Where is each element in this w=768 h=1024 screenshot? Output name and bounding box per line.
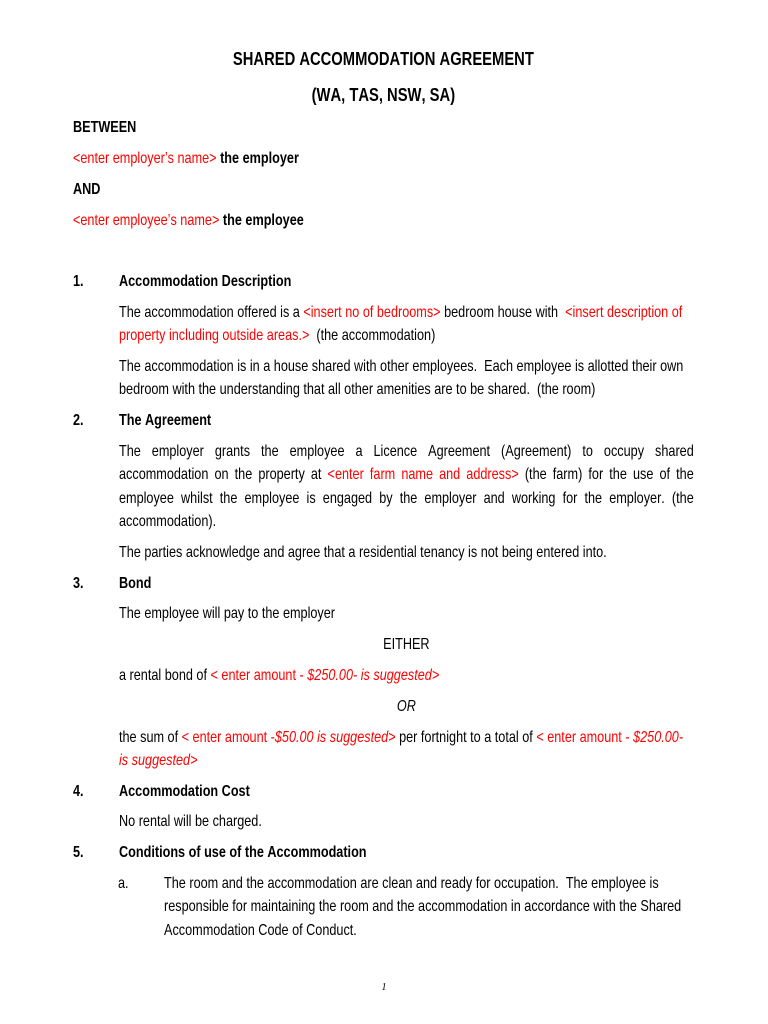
section-number: 3. bbox=[73, 574, 84, 592]
and-label: AND bbox=[73, 180, 101, 198]
section-title: Bond bbox=[118, 574, 152, 592]
paragraph-line: bedroom with the understanding that all other amenities are to be shared. (the room) bbox=[118, 381, 596, 399]
bond-amount-placeholder: < enter amount - bbox=[210, 666, 308, 684]
paragraph-line: responsible for maintaining the room and the accommodation in accordance with the Shared bbox=[164, 898, 682, 916]
section-title: Accommodation Cost bbox=[118, 782, 250, 800]
text-segment: the sum of bbox=[118, 728, 182, 746]
paragraph-line: The employer grants the employee a Licence Agreement (Agreement) to occupy shared bbox=[118, 443, 694, 461]
tenancy-acknowledgement: The parties acknowledge and agree that a residential tenancy is not being entered into. bbox=[118, 543, 607, 561]
fortnightly-sum-option bbox=[73, 726, 694, 773]
section-number: 2. bbox=[73, 412, 84, 430]
paragraph-line: The room and the accommodation are clean and ready for occupation. The employee is bbox=[164, 875, 659, 893]
paragraph-line bbox=[119, 301, 694, 324]
property-description-placeholder: property including outside areas.> bbox=[118, 327, 310, 345]
bond-amount-suggestion: $250.00- is suggested> bbox=[307, 666, 440, 684]
employer-name-placeholder: <enter employer’s name> bbox=[73, 150, 217, 168]
bedrooms-placeholder: <insert no of bedrooms> bbox=[303, 304, 441, 322]
shared-house-paragraph bbox=[73, 355, 694, 402]
section-2-heading bbox=[73, 409, 694, 432]
section-4-heading bbox=[73, 780, 694, 803]
employer-label: the employer bbox=[220, 150, 299, 168]
condition-item-a bbox=[73, 872, 694, 942]
paragraph-line bbox=[119, 726, 694, 749]
text-segment: The accommodation offered is a bbox=[118, 304, 304, 322]
blank-paragraph bbox=[73, 240, 694, 263]
paragraph-line: The accommodation is in a house shared with other employees. Each employee is allotted their own bbox=[118, 358, 684, 376]
employee-line bbox=[73, 209, 694, 232]
employee-name-placeholder: <enter employee’s name> bbox=[73, 211, 220, 229]
page-number: 1 bbox=[381, 982, 387, 993]
paragraph-line: employee whilst the employee is engaged by the employer and working for the employer. (the bbox=[118, 489, 694, 507]
paragraph-line bbox=[119, 463, 694, 486]
either-label: EITHER bbox=[383, 636, 430, 654]
section-title: The Agreement bbox=[118, 412, 212, 430]
or-label: OR bbox=[396, 697, 416, 715]
paragraph-line bbox=[119, 324, 694, 347]
document-subtitle: (WA, TAS, NSW, SA) bbox=[311, 85, 456, 106]
section-title: Conditions of use of the Accommodation bbox=[118, 844, 367, 862]
section-title: Accommodation Description bbox=[118, 273, 292, 291]
bond-intro: The employee will pay to the employer bbox=[118, 605, 336, 623]
section-5-heading bbox=[73, 841, 694, 864]
rental-cost-text: No rental will be charged. bbox=[118, 813, 262, 831]
total-amount-suggestion: is suggested> bbox=[118, 751, 198, 769]
text-segment: bedroom house with bbox=[440, 304, 566, 322]
paragraph-line: Accommodation Code of Conduct. bbox=[164, 921, 357, 939]
document-title: SHARED ACCOMMODATION AGREEMENT bbox=[232, 49, 534, 70]
section-number: 4. bbox=[73, 782, 84, 800]
section-number: 1. bbox=[73, 273, 84, 291]
section-3-heading bbox=[73, 572, 694, 595]
text-segment: accommodation on the property at bbox=[118, 466, 328, 484]
text-segment: per fortnight to a total of bbox=[395, 728, 537, 746]
licence-agreement-paragraph bbox=[73, 440, 694, 533]
fortnight-amount-suggestion: $50.00 is suggested> bbox=[274, 728, 396, 746]
property-description-placeholder: <insert description of bbox=[565, 304, 683, 322]
total-amount-placeholder: < enter amount - bbox=[536, 728, 634, 746]
accommodation-offered-paragraph bbox=[73, 301, 694, 348]
employer-line bbox=[73, 147, 694, 170]
fortnight-amount-placeholder: < enter amount - bbox=[181, 728, 275, 746]
document-body bbox=[73, 48, 694, 949]
between-label: BETWEEN bbox=[73, 119, 137, 137]
section-1-heading bbox=[73, 270, 694, 293]
text-segment: a rental bond of bbox=[118, 666, 211, 684]
paragraph-line: accommodation). bbox=[118, 512, 217, 530]
employee-label: the employee bbox=[222, 211, 304, 229]
rental-bond-option bbox=[73, 664, 694, 687]
text-segment: (the farm) for the use of the bbox=[518, 466, 694, 484]
section-number: 5. bbox=[73, 844, 84, 862]
total-amount-suggestion: $250.00- bbox=[633, 728, 684, 746]
text-segment: (the accommodation) bbox=[309, 327, 436, 345]
farm-address-placeholder: <enter farm name and address> bbox=[327, 466, 519, 484]
list-marker: a. bbox=[118, 875, 129, 893]
